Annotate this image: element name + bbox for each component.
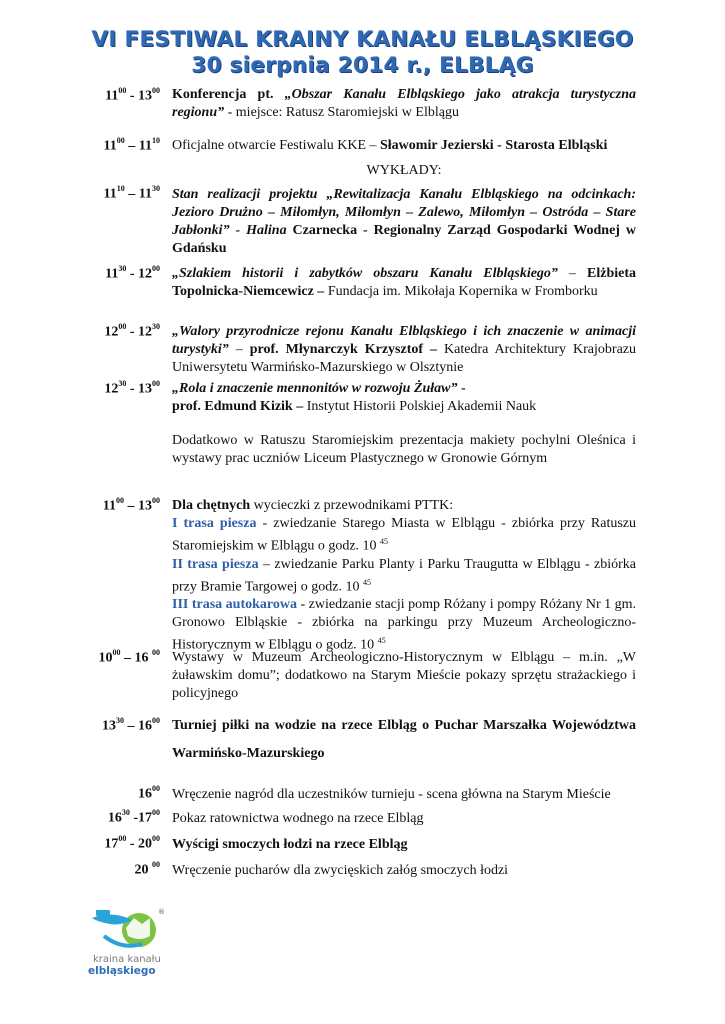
item-description: Turniej piłki na wodzie na rzece Elbląg o Puchar Marszałka Województwa Warmińsko-Mazurskiego [172, 718, 636, 761]
item-description: Wręczenie pucharów dla zwycięskich załóg smoczych łodzi [172, 863, 509, 878]
trip-1: I trasa piesza - zwiedzanie Starego Miasta w Elblągu - zbiórka przy Ratuszu Staromiejskim w Elblągu o godz. 10 $^{45}$ [172, 516, 636, 554]
item-description: „Szlakiem historii i zabytków obszaru Kanału Elbląskiego” – Elżbieta Topolnicka-Niemcewicz – Fundacja im. Mikołaja Kopernika w Fromborku [172, 266, 636, 299]
time-range: 20 $^{00}$ [134, 860, 160, 878]
lectures-heading: WYKŁADY: [366, 163, 442, 178]
time-range: $16^{00}$ [138, 784, 160, 802]
trip-3: III trasa autokarowa - zwiedzanie stacji pomp Różany i pompy Różany Nr 1 gm. Gronowo Elbląskie - zbiórka na parkingu przy Muzeum Archeologiczno-Historycznym w Elblągu o godz. 10 $^{45}$ [172, 597, 637, 653]
item-description: Stan realizacji projektu „Rewitalizacja Kanału Elbląskiego na odcinkach: Jezioro Drużno – Miłomłyn, Miłomłyn – Zalewo, Miłomłyn – Ostróda – Stare Jabłonki” - Halina Czarnecka - Regionalny Zarząd Gospodarki Wodnej w Gdańsku [172, 187, 637, 256]
item-description: „Walory przyrodnicze rejonu Kanału Elbląskiego i ich znaczenie w animacji turystyki” – prof. Młynarczyk Krzysztof – Katedra Architektury Krajobrazu Uniwersytetu Warmińsko-Mazurskiego w Olsztynie [172, 324, 637, 375]
time-range: $10^{00} - 16$ $^{00}$ [98, 648, 160, 666]
logo-text-line1: kraina kanału [93, 954, 161, 965]
item-description: Wystawy w Muzeum Archeologiczno-Historycznym w Elblągu – m.in. „W żuławskim domu”; dodatkowo na Starym Mieście pokazy sprzętu strażackiego i policyjnego [172, 650, 636, 701]
time-range: $13^{30} - 16^{00}$ [102, 716, 160, 734]
time-range: $17^{00} - 20^{00}$ [104, 834, 160, 852]
item-description: „Rola i znaczenie mennonitów w rozwoju Żuław” - prof. Edmund Kizik – Instytut Historii Polskiej Akademii Nauk [172, 381, 537, 414]
item-description: Oficjalne otwarcie Festiwalu KKE – Sławomir Jezierski - Starosta Elbląski [172, 138, 608, 153]
time-range: $11^{00} - 13^{00}$ [105, 86, 160, 104]
trip-2: II trasa piesza – zwiedzanie Parku Planty i Parku Traugutta w Elblągu - zbiórka przy Bramie Targowej o godz. 10 $^{45}$ [172, 556, 636, 595]
time-range: $11^{10} - 11^{30}$ [103, 184, 160, 202]
item-description: Dla chętnych wycieczki z przewodnikami PTTK: I trasa piesza - zwiedzanie Starego Miasta w Elblągu - zbiórka przy Ratuszu Staromiejskim w Elblągu o godz. 10 $^{45}$ II trasa piesza – zwiedzanie Parku Planty i Parku Traugutta w Elblągu - zbiórka przy Bramie Targowej o godz. 10 $^{45}$ III trasa autokarowa - zwiedzanie stacji pomp Różany i pompy Różany Nr 1 gm. Gronowo Elbląskie - zbiórka na parkingu przy Muzeum Archeologiczno-Historycznym w Elblągu o godz. 10 $^{45}$ [172, 498, 637, 653]
time-range: $12^{30} - 13^{00}$ [104, 379, 160, 397]
time-range: $11^{00} - 11^{10}$ [103, 136, 160, 154]
document-subtitle: 30 sierpnia 2014 r., ELBLĄG [191, 53, 534, 78]
item-description: Wręczenie nagród dla uczestników turnieju - scena główna na Starym Mieście [172, 787, 611, 802]
logo-boat-icon [96, 910, 110, 916]
item-description: Konferencja pt. „Obszar Kanału Elbląskiego jako atrakcja turystyczna regionu” - miejsce: Ratusz Staromiejski w Elblągu [172, 87, 636, 120]
time-range: $16^{30}$ $-17^{00}$ [107, 808, 160, 826]
additional-note: Dodatkowo w Ratuszu Staromiejskim prezentacja makiety pochylni Oleśnica i wystawy prac uczniów Liceum Plastycznego w Gronowie Górnym [172, 433, 636, 466]
item-description: Wyścigi smoczych łodzi na rzece Elbląg [172, 837, 408, 852]
item-description: Pokaz ratownictwa wodnego na rzece Elbląg [172, 811, 424, 826]
time-range: $11^{00} - 13^{00}$ [102, 496, 160, 514]
svg-text:®: ® [158, 908, 165, 916]
document-title: VI FESTIWAL KRAINY KANAŁU ELBLĄSKIEGO [91, 27, 634, 52]
time-range: $11^{30} - 12^{00}$ [105, 264, 160, 282]
logo-text-line2: elbląskiego [88, 965, 156, 977]
time-range: $12^{00} - 12^{30}$ [104, 322, 160, 340]
